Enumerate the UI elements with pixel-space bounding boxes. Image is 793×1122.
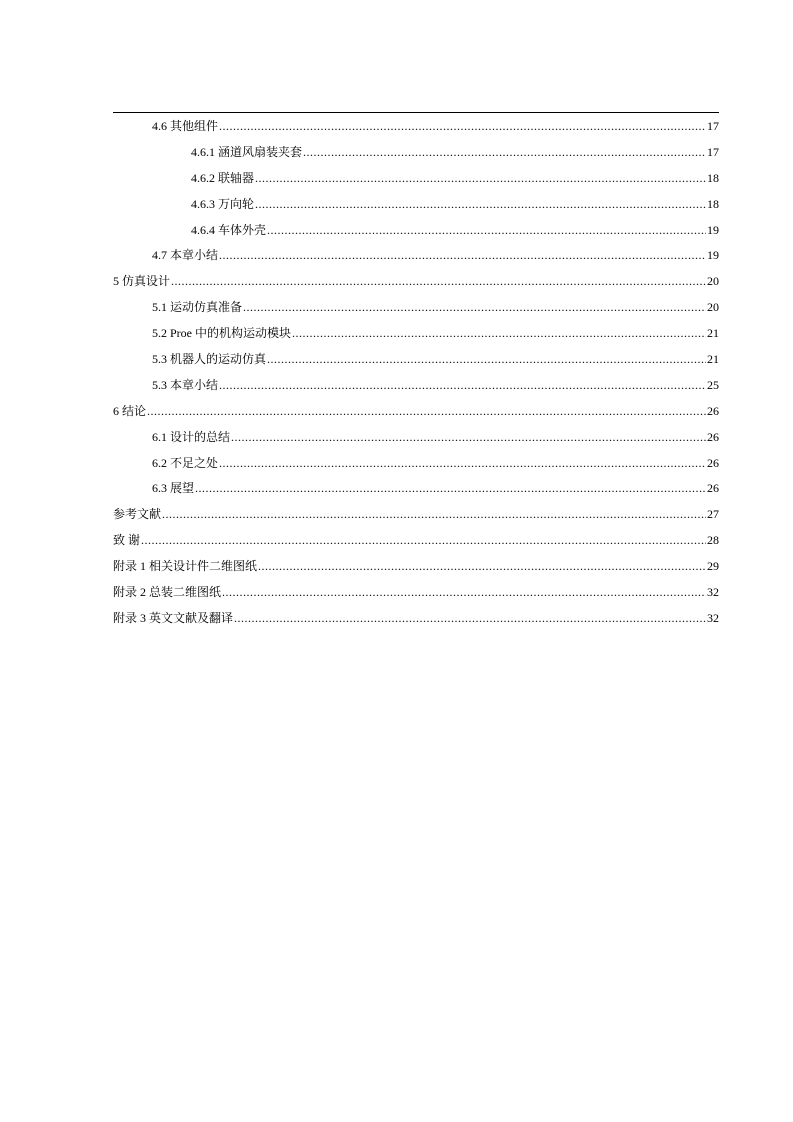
toc-entry-title: 附录 3 英文文献及翻译 xyxy=(113,610,234,625)
toc-entry-page: 20 xyxy=(707,274,719,289)
toc-dot-leader xyxy=(231,425,706,451)
toc-entry-title: 5.3 本章小结 xyxy=(152,377,219,392)
toc-entry[interactable] xyxy=(113,425,719,451)
toc-entry-title: 4.6.2 联轴器 xyxy=(191,170,255,185)
toc-dot-leader xyxy=(219,451,706,477)
toc-entry-page: 29 xyxy=(707,559,719,574)
toc-dot-leader xyxy=(141,528,706,554)
toc-entry-title: 4.7 本章小结 xyxy=(152,248,219,263)
toc-entry-title: 5.2 Proe 中的机构运动模块 xyxy=(152,326,291,341)
toc-entry[interactable] xyxy=(113,476,719,502)
toc-entry-title: 6.1 设计的总结 xyxy=(152,429,231,444)
toc-entry-page: 28 xyxy=(707,533,719,548)
toc-entry-page: 25 xyxy=(707,377,719,392)
toc-entry-page: 26 xyxy=(707,455,719,470)
toc-dot-leader xyxy=(303,140,706,166)
toc-dot-leader xyxy=(219,373,706,399)
toc-dot-leader xyxy=(219,114,706,140)
toc-entry-title: 4.6.4 车体外壳 xyxy=(191,222,267,237)
toc-dot-leader xyxy=(162,502,706,528)
toc-entry[interactable] xyxy=(113,373,719,399)
toc-entry[interactable] xyxy=(113,528,719,554)
toc-entry-title: 4.6.1 涵道风扇装夹套 xyxy=(191,144,303,159)
toc-entry-title: 4.6 其他组件 xyxy=(152,119,219,133)
toc-entry-page: 19 xyxy=(707,248,719,263)
toc-entry[interactable] xyxy=(113,192,719,218)
toc-entry[interactable] xyxy=(113,502,719,528)
toc-dot-leader xyxy=(222,580,706,606)
toc-entry-page: 27 xyxy=(707,507,719,522)
toc-entry-page: 17 xyxy=(707,119,719,133)
toc-entry-page: 21 xyxy=(707,352,719,367)
toc-entry-page: 18 xyxy=(707,170,719,185)
toc-dot-leader xyxy=(243,295,706,321)
toc-dot-leader xyxy=(267,218,706,244)
toc-entry-page: 26 xyxy=(707,403,719,418)
toc-entry[interactable] xyxy=(113,321,719,347)
toc-entry-title: 6.2 不足之处 xyxy=(152,455,219,470)
toc-entry[interactable] xyxy=(113,451,719,477)
toc-dot-leader xyxy=(195,476,706,502)
toc-entry[interactable] xyxy=(113,269,719,295)
toc-entry-page: 32 xyxy=(707,585,719,600)
toc-entry-title: 附录 2 总装二维图纸 xyxy=(113,585,222,600)
toc-entry-title: 参考文献 xyxy=(113,507,162,522)
header-rule xyxy=(113,112,719,113)
toc-entry-page: 26 xyxy=(707,429,719,444)
toc-dot-leader xyxy=(219,243,706,269)
toc-entry-title: 6 结论 xyxy=(113,403,147,418)
toc-entry[interactable] xyxy=(113,399,719,425)
toc-dot-leader xyxy=(255,192,706,218)
table-of-contents xyxy=(113,114,719,632)
toc-entry-title: 6.3 展望 xyxy=(152,481,195,496)
toc-entry-title: 5.1 运动仿真准备 xyxy=(152,300,243,315)
toc-dot-leader xyxy=(292,321,706,347)
toc-entry-page: 18 xyxy=(707,196,719,211)
toc-entry-title: 附录 1 相关设计件二维图纸 xyxy=(113,559,258,574)
toc-dot-leader xyxy=(171,269,706,295)
toc-entry-title: 5.3 机器人的运动仿真 xyxy=(152,352,267,367)
toc-entry-page: 26 xyxy=(707,481,719,496)
toc-entry[interactable] xyxy=(113,580,719,606)
toc-dot-leader xyxy=(234,606,706,632)
toc-entry-title: 4.6.3 万向轮 xyxy=(191,196,255,211)
toc-entry[interactable] xyxy=(113,243,719,269)
toc-entry[interactable] xyxy=(113,166,719,192)
toc-entry[interactable] xyxy=(113,218,719,244)
toc-entry-title: 5 仿真设计 xyxy=(113,274,171,289)
toc-dot-leader xyxy=(258,554,706,580)
toc-entry-page: 19 xyxy=(707,222,719,237)
toc-entry[interactable] xyxy=(113,140,719,166)
toc-entry[interactable] xyxy=(113,295,719,321)
toc-dot-leader xyxy=(267,347,706,373)
toc-entry-page: 21 xyxy=(707,326,719,341)
toc-entry[interactable] xyxy=(113,114,719,140)
toc-entry[interactable] xyxy=(113,347,719,373)
toc-dot-leader xyxy=(255,166,706,192)
toc-entry-page: 17 xyxy=(707,144,719,159)
toc-entry-title: 致 谢 xyxy=(113,533,141,548)
toc-entry-page: 32 xyxy=(707,610,719,625)
toc-entry-page: 20 xyxy=(707,300,719,315)
toc-dot-leader xyxy=(147,399,706,425)
toc-entry[interactable] xyxy=(113,554,719,580)
toc-entry[interactable] xyxy=(113,606,719,632)
